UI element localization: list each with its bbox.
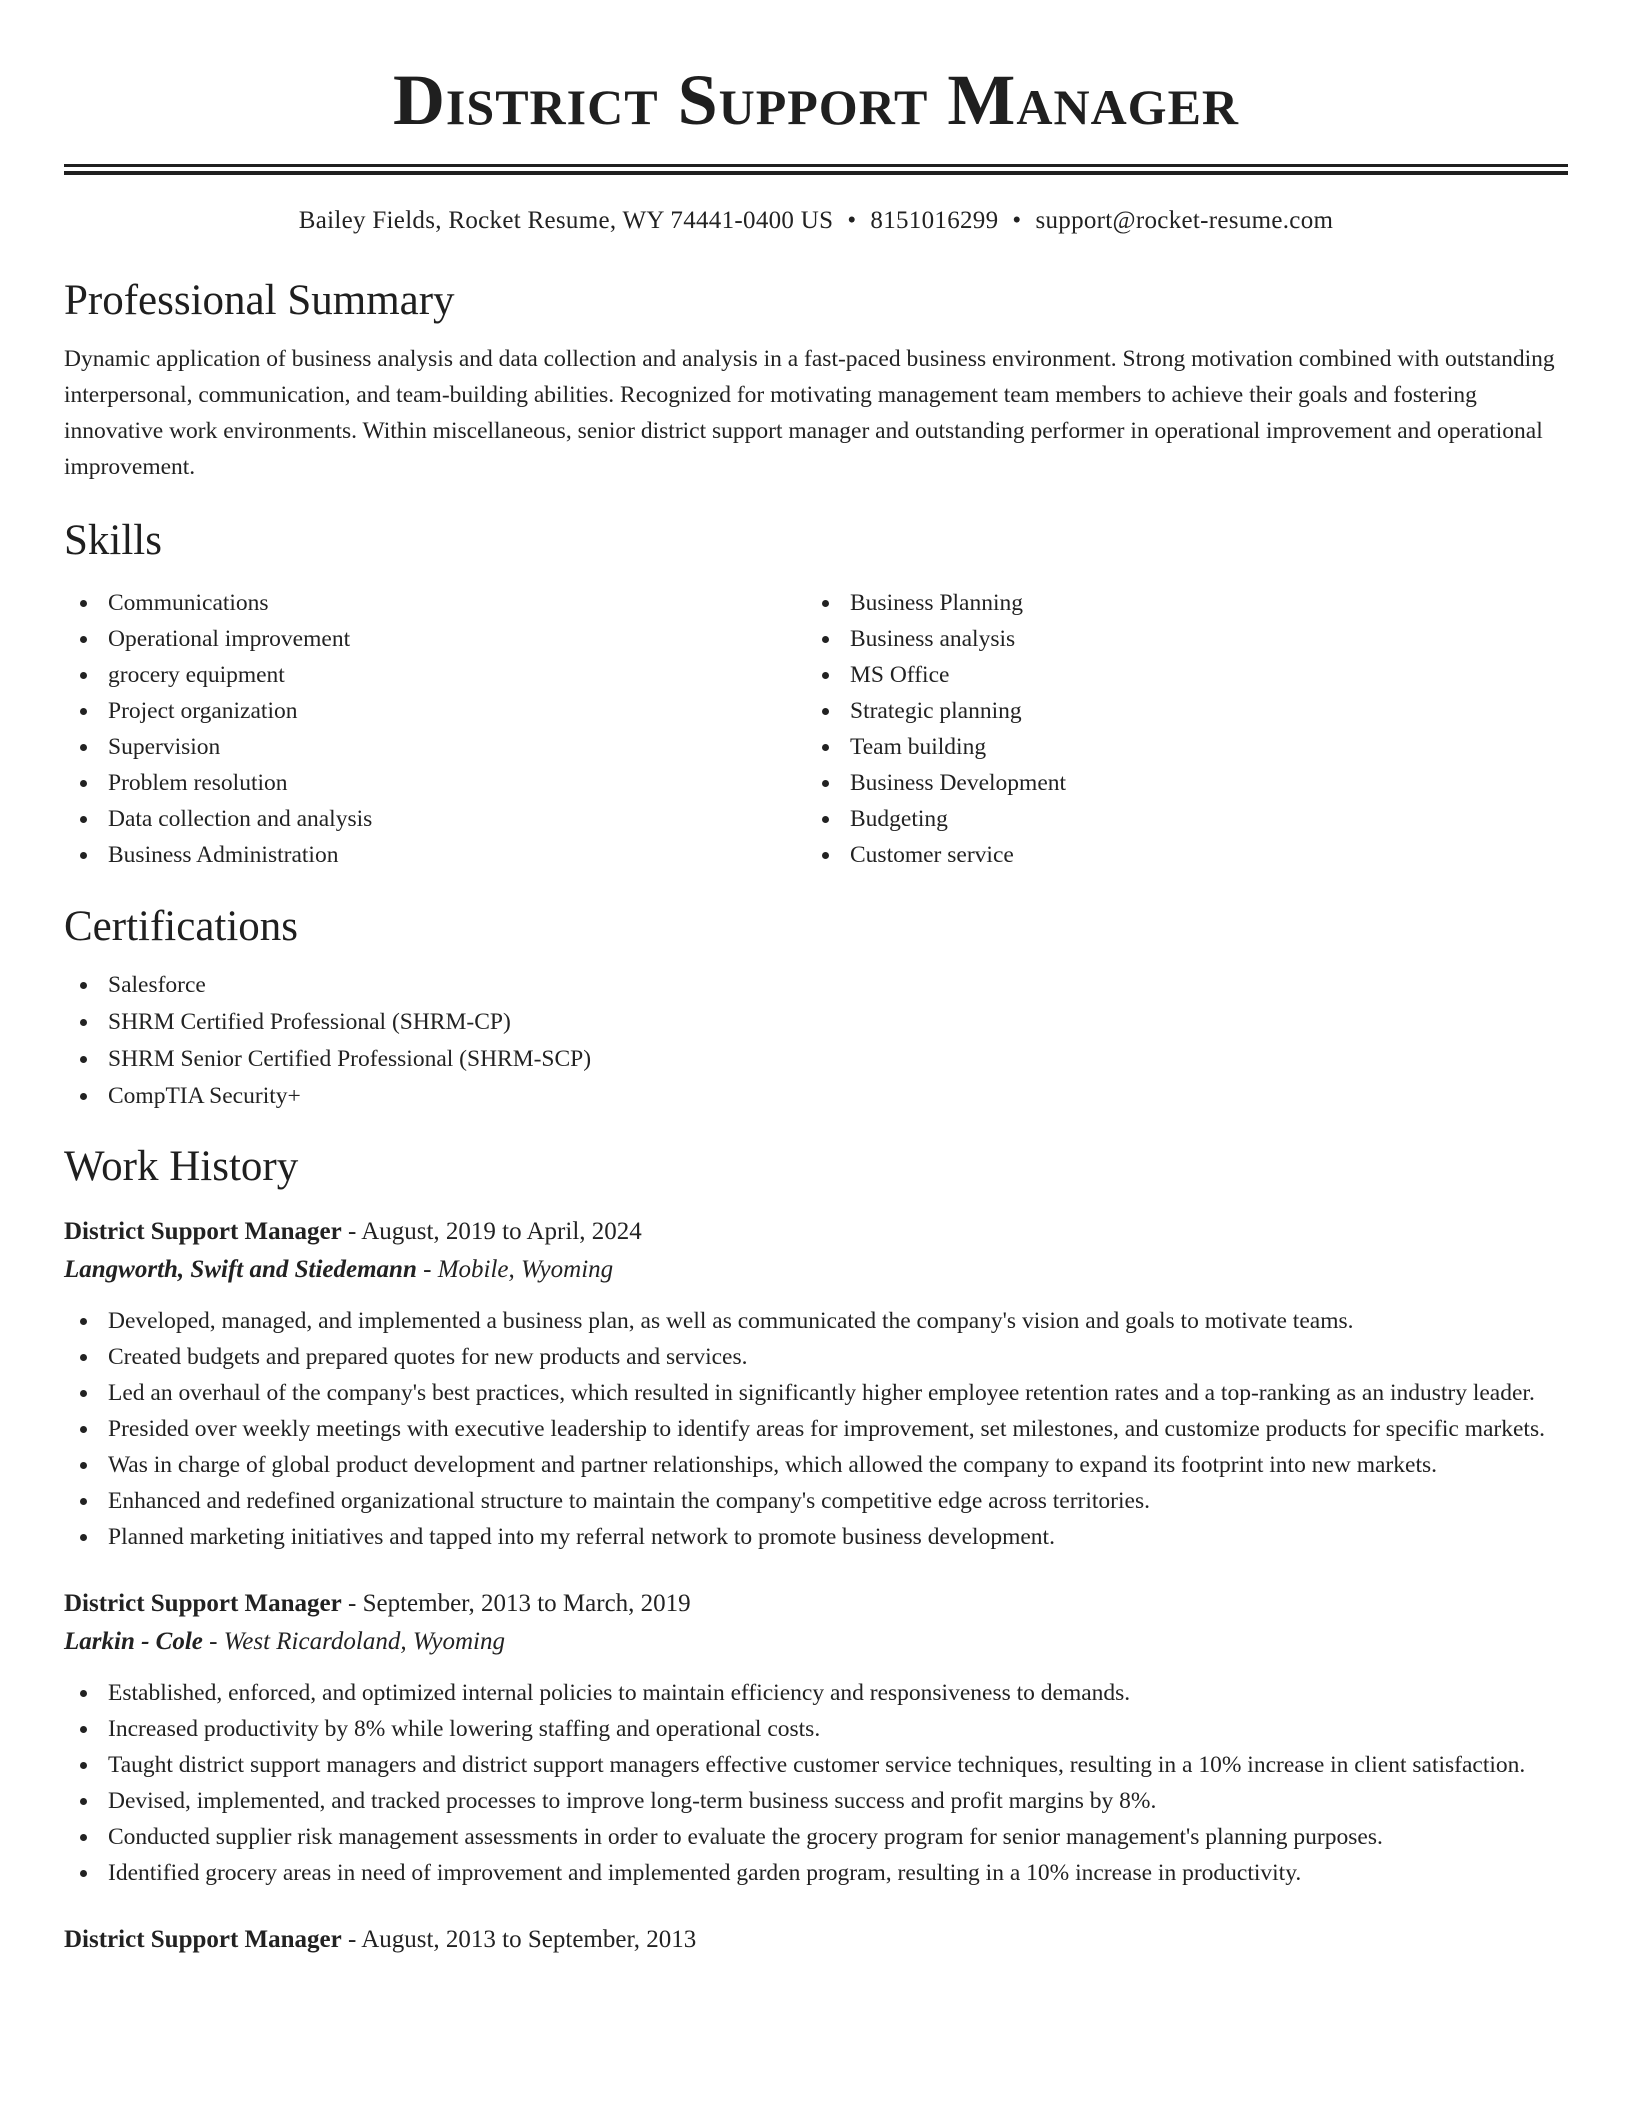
contact-address: Bailey Fields, Rocket Resume, WY 74441-0400 US — [298, 207, 834, 234]
job-company-line — [64, 1623, 1568, 1661]
contact-email: support@rocket-resume.com — [1035, 207, 1334, 234]
job-entry — [64, 1921, 1568, 1959]
job-title-line — [64, 1585, 1568, 1623]
job-title-line — [64, 1213, 1568, 1251]
job-duties-list — [64, 1303, 1568, 1555]
skill-item: Data collection and analysis — [64, 801, 806, 837]
skills-grid — [64, 585, 1568, 873]
skill-item: Business Development — [806, 765, 1548, 801]
skills-list-left — [64, 585, 806, 873]
contact-phone: 8151016299 — [870, 207, 999, 234]
job-title: District Support Manager — [64, 1926, 342, 1953]
skill-item: Business Administration — [64, 837, 806, 873]
skill-item: MS Office — [806, 657, 1548, 693]
skills-column-right — [806, 585, 1548, 873]
job-dash: - — [341, 1218, 362, 1245]
job-duty: Planned marketing initiatives and tapped into my referral network to promote business development. — [64, 1519, 1568, 1555]
job-location: Mobile, Wyoming — [437, 1256, 614, 1283]
job-duty: Devised, implemented, and tracked processes to improve long-term business success and profit margins by 8%. — [64, 1783, 1568, 1819]
skill-item: Strategic planning — [806, 693, 1548, 729]
job-location: West Ricardoland, Wyoming — [223, 1628, 505, 1655]
job-title: District Support Manager — [64, 1218, 342, 1245]
job-duty: Established, enforced, and optimized internal policies to maintain efficiency and responsiveness to demands. — [64, 1675, 1568, 1711]
skill-item: Team building — [806, 729, 1548, 765]
job-duty: Developed, managed, and implemented a business plan, as well as communicated the company's vision and goals to motivate teams. — [64, 1303, 1568, 1339]
skills-list-right — [806, 585, 1548, 873]
job-dates: August, 2019 to April, 2024 — [361, 1218, 642, 1245]
certification-item: Salesforce — [64, 967, 1568, 1004]
skill-item: grocery equipment — [64, 657, 806, 693]
skill-item: Business analysis — [806, 621, 1548, 657]
title-divider — [64, 164, 1568, 167]
certifications-list — [64, 967, 1568, 1115]
job-title-line — [64, 1921, 1568, 1959]
job-dates: August, 2013 to September, 2013 — [361, 1926, 697, 1953]
job-dates: September, 2013 to March, 2019 — [362, 1590, 691, 1617]
job-company: Langworth, Swift and Stiedemann — [64, 1256, 417, 1283]
job-duty: Created budgets and prepared quotes for new products and services. — [64, 1339, 1568, 1375]
job-duty: Was in charge of global product development and partner relationships, which allowed the company to expand its footprint into new markets. — [64, 1447, 1568, 1483]
work-history-heading: Work History — [64, 1143, 299, 1190]
skill-item: Supervision — [64, 729, 806, 765]
job-entry — [64, 1213, 1568, 1555]
job-duty: Identified grocery areas in need of improvement and implemented garden program, resulting in a 10% increase in productivity. — [64, 1855, 1568, 1891]
job-duty: Conducted supplier risk management assessments in order to evaluate the grocery program for senior management's planning purposes. — [64, 1819, 1568, 1855]
job-dash: - — [341, 1590, 363, 1617]
job-duty: Led an overhaul of the company's best practices, which resulted in significantly higher employee retention rates and a top-ranking as an industry leader. — [64, 1375, 1568, 1411]
skill-item: Customer service — [806, 837, 1548, 873]
resume-title: District Support Manager — [392, 60, 1240, 140]
summary-heading: Professional Summary — [64, 277, 455, 324]
job-dash: - — [341, 1926, 362, 1953]
job-duties-list — [64, 1675, 1568, 1891]
contact-separator: • — [1012, 207, 1022, 234]
job-duty: Increased productivity by 8% while lowering staffing and operational costs. — [64, 1711, 1568, 1747]
skill-item: Business Planning — [806, 585, 1548, 621]
skills-column-left — [64, 585, 806, 873]
skill-item: Communications — [64, 585, 806, 621]
job-duty: Enhanced and redefined organizational structure to maintain the company's competitive edge across territories. — [64, 1483, 1568, 1519]
skill-item: Problem resolution — [64, 765, 806, 801]
certification-item: CompTIA Security+ — [64, 1078, 1568, 1115]
job-title: District Support Manager — [64, 1590, 342, 1617]
contact-line — [64, 203, 1568, 239]
skill-item: Project organization — [64, 693, 806, 729]
skills-heading: Skills — [64, 517, 162, 564]
job-company-line — [64, 1251, 1568, 1289]
certification-item: SHRM Certified Professional (SHRM-CP) — [64, 1004, 1568, 1041]
skill-item: Operational improvement — [64, 621, 806, 657]
certification-item: SHRM Senior Certified Professional (SHRM-SCP) — [64, 1041, 1568, 1078]
summary-text: Dynamic application of business analysis and data collection and analysis in a fast-paced business environment. Strong motivation combined with outstanding interpersonal, communication, and team-building abilities. Recognized for motivating management team members to achieve their goals and fostering innovative work environments. Within miscellaneous, senior district support manager and outstanding performer in operational improvement and operational improvement. — [64, 346, 1555, 480]
job-entry — [64, 1585, 1568, 1891]
job-duty: Presided over weekly meetings with executive leadership to identify areas for improvement, set milestones, and customize products for specific markets. — [64, 1411, 1568, 1447]
skill-item: Budgeting — [806, 801, 1548, 837]
job-duty: Taught district support managers and district support managers effective customer service techniques, resulting in a 10% increase in client satisfaction. — [64, 1747, 1568, 1783]
job-company: Larkin - Cole — [64, 1628, 203, 1655]
job-dash: - — [202, 1628, 224, 1655]
certifications-heading: Certifications — [64, 903, 299, 950]
job-dash: - — [416, 1256, 438, 1283]
contact-separator: • — [847, 207, 857, 234]
